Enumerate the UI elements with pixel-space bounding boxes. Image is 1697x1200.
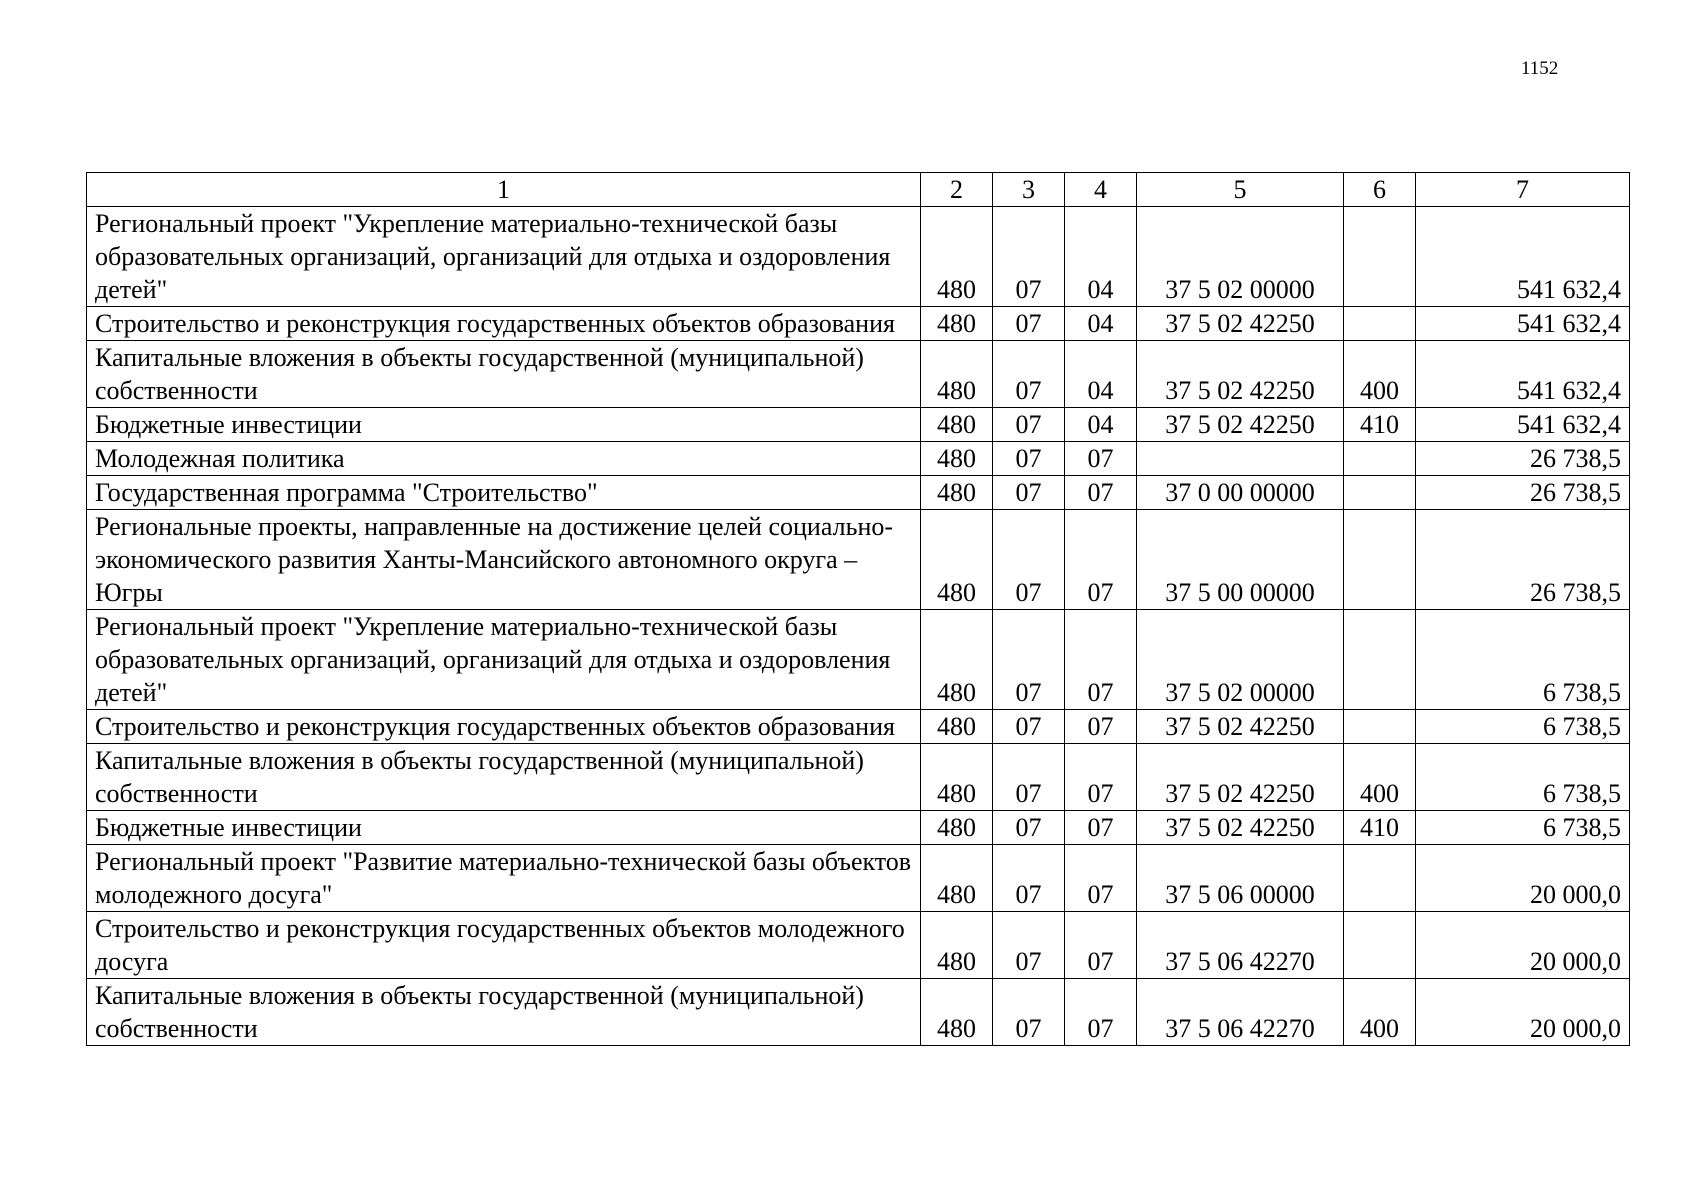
- table-body: [87, 207, 1630, 1046]
- expense-type-cell: 400: [1344, 979, 1416, 1046]
- subsection-cell: 04: [1065, 207, 1137, 307]
- subsection-cell: 07: [1065, 442, 1137, 476]
- admin-code-cell: 480: [921, 912, 993, 979]
- admin-code-cell: 480: [921, 307, 993, 341]
- admin-code-cell: 480: [921, 610, 993, 710]
- page-number: 1152: [1521, 58, 1559, 79]
- item-name-cell: Региональный проект "Укрепление материально-технической базы образовательных организаций, организаций для отдыха и оздоровления детей": [87, 610, 921, 710]
- subsection-cell: 07: [1065, 811, 1137, 845]
- amount-cell: 541 632,4: [1416, 341, 1630, 408]
- expense-type-cell: [1344, 510, 1416, 610]
- amount-cell: 20 000,0: [1416, 845, 1630, 912]
- admin-code-cell: 480: [921, 510, 993, 610]
- target-article-cell: 37 5 02 42250: [1137, 307, 1344, 341]
- target-article-cell: 37 5 02 42250: [1137, 710, 1344, 744]
- section-cell: 07: [993, 510, 1065, 610]
- amount-cell: 20 000,0: [1416, 979, 1630, 1046]
- target-article-cell: 37 5 02 00000: [1137, 207, 1344, 307]
- admin-code-cell: 480: [921, 845, 993, 912]
- section-cell: 07: [993, 912, 1065, 979]
- admin-code-cell: 480: [921, 442, 993, 476]
- item-name-cell: Бюджетные инвестиции: [87, 811, 921, 845]
- table-row: [87, 710, 1630, 744]
- table-row: [87, 510, 1630, 610]
- section-cell: 07: [993, 979, 1065, 1046]
- item-name-cell: Капитальные вложения в объекты государственной (муниципальной) собственности: [87, 979, 921, 1046]
- admin-code-cell: 480: [921, 811, 993, 845]
- section-cell: 07: [993, 845, 1065, 912]
- section-cell: 07: [993, 408, 1065, 442]
- subsection-cell: 07: [1065, 476, 1137, 510]
- column-header: 4: [1065, 173, 1137, 207]
- target-article-cell: 37 5 02 42250: [1137, 811, 1344, 845]
- expense-type-cell: [1344, 207, 1416, 307]
- subsection-cell: 04: [1065, 341, 1137, 408]
- subsection-cell: 07: [1065, 610, 1137, 710]
- column-header: 3: [993, 173, 1065, 207]
- section-cell: 07: [993, 710, 1065, 744]
- amount-cell: 26 738,5: [1416, 476, 1630, 510]
- admin-code-cell: 480: [921, 207, 993, 307]
- section-cell: 07: [993, 476, 1065, 510]
- item-name-cell: Бюджетные инвестиции: [87, 408, 921, 442]
- subsection-cell: 07: [1065, 912, 1137, 979]
- target-article-cell: 37 5 00 00000: [1137, 510, 1344, 610]
- admin-code-cell: 480: [921, 979, 993, 1046]
- item-name-cell: Молодежная политика: [87, 442, 921, 476]
- expense-type-cell: 400: [1344, 744, 1416, 811]
- table-row: [87, 207, 1630, 307]
- subsection-cell: 04: [1065, 307, 1137, 341]
- section-cell: 07: [993, 811, 1065, 845]
- table-row: [87, 979, 1630, 1046]
- section-cell: 07: [993, 744, 1065, 811]
- target-article-cell: 37 5 02 42250: [1137, 744, 1344, 811]
- table-row: [87, 341, 1630, 408]
- table-row: [87, 744, 1630, 811]
- expense-type-cell: [1344, 912, 1416, 979]
- expense-type-cell: [1344, 476, 1416, 510]
- subsection-cell: 07: [1065, 845, 1137, 912]
- target-article-cell: 37 0 00 00000: [1137, 476, 1344, 510]
- item-name-cell: Строительство и реконструкция государственных объектов образования: [87, 307, 921, 341]
- section-cell: 07: [993, 207, 1065, 307]
- column-header: 6: [1344, 173, 1416, 207]
- subsection-cell: 07: [1065, 710, 1137, 744]
- admin-code-cell: 480: [921, 408, 993, 442]
- expense-type-cell: [1344, 307, 1416, 341]
- expense-type-cell: 410: [1344, 811, 1416, 845]
- budget-table: [86, 172, 1630, 1046]
- amount-cell: 6 738,5: [1416, 710, 1630, 744]
- amount-cell: 20 000,0: [1416, 912, 1630, 979]
- target-article-cell: [1137, 442, 1344, 476]
- admin-code-cell: 480: [921, 744, 993, 811]
- section-cell: 07: [993, 442, 1065, 476]
- expense-type-cell: 410: [1344, 408, 1416, 442]
- table-row: [87, 610, 1630, 710]
- section-cell: 07: [993, 341, 1065, 408]
- column-header: 7: [1416, 173, 1630, 207]
- target-article-cell: 37 5 06 42270: [1137, 979, 1344, 1046]
- item-name-cell: Строительство и реконструкция государственных объектов образования: [87, 710, 921, 744]
- column-header: 5: [1137, 173, 1344, 207]
- expense-type-cell: [1344, 710, 1416, 744]
- item-name-cell: Строительство и реконструкция государственных объектов молодежного досуга: [87, 912, 921, 979]
- amount-cell: 541 632,4: [1416, 408, 1630, 442]
- expense-type-cell: [1344, 845, 1416, 912]
- subsection-cell: 04: [1065, 408, 1137, 442]
- amount-cell: 6 738,5: [1416, 744, 1630, 811]
- admin-code-cell: 480: [921, 476, 993, 510]
- table-row: [87, 307, 1630, 341]
- admin-code-cell: 480: [921, 710, 993, 744]
- amount-cell: 6 738,5: [1416, 610, 1630, 710]
- item-name-cell: Государственная программа "Строительство": [87, 476, 921, 510]
- subsection-cell: 07: [1065, 510, 1137, 610]
- table-row: [87, 408, 1630, 442]
- subsection-cell: 07: [1065, 979, 1137, 1046]
- amount-cell: 6 738,5: [1416, 811, 1630, 845]
- table-header-row: [87, 173, 1630, 207]
- amount-cell: 541 632,4: [1416, 307, 1630, 341]
- expense-type-cell: [1344, 442, 1416, 476]
- table-row: [87, 811, 1630, 845]
- section-cell: 07: [993, 307, 1065, 341]
- column-header: 2: [921, 173, 993, 207]
- target-article-cell: 37 5 02 42250: [1137, 408, 1344, 442]
- target-article-cell: 37 5 02 42250: [1137, 341, 1344, 408]
- amount-cell: 541 632,4: [1416, 207, 1630, 307]
- item-name-cell: Региональный проект "Развитие материально-технической базы объектов молодежного досуга": [87, 845, 921, 912]
- expense-type-cell: [1344, 610, 1416, 710]
- section-cell: 07: [993, 610, 1065, 710]
- amount-cell: 26 738,5: [1416, 442, 1630, 476]
- item-name-cell: Региональный проект "Укрепление материально-технической базы образовательных организаций, организаций для отдыха и оздоровления детей": [87, 207, 921, 307]
- subsection-cell: 07: [1065, 744, 1137, 811]
- table-row: [87, 845, 1630, 912]
- amount-cell: 26 738,5: [1416, 510, 1630, 610]
- table-row: [87, 912, 1630, 979]
- table-row: [87, 476, 1630, 510]
- target-article-cell: 37 5 06 00000: [1137, 845, 1344, 912]
- item-name-cell: Региональные проекты, направленные на достижение целей социально-экономического развития Ханты-Мансийского автономного округа – Югры: [87, 510, 921, 610]
- column-header: 1: [87, 173, 921, 207]
- table-row: [87, 442, 1630, 476]
- admin-code-cell: 480: [921, 341, 993, 408]
- item-name-cell: Капитальные вложения в объекты государственной (муниципальной) собственности: [87, 341, 921, 408]
- item-name-cell: Капитальные вложения в объекты государственной (муниципальной) собственности: [87, 744, 921, 811]
- expense-type-cell: 400: [1344, 341, 1416, 408]
- target-article-cell: 37 5 06 42270: [1137, 912, 1344, 979]
- target-article-cell: 37 5 02 00000: [1137, 610, 1344, 710]
